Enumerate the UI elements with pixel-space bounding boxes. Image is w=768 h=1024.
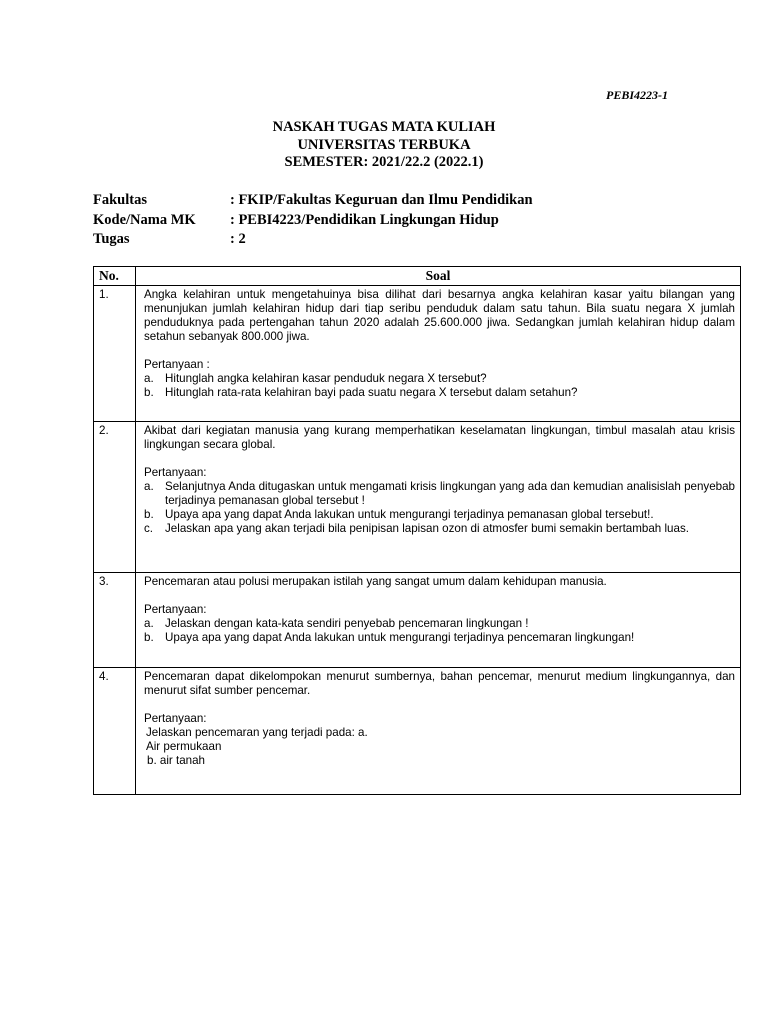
title-line: SEMESTER: 2021/22.2 (2022.1) [284, 154, 484, 170]
table-row [94, 286, 741, 422]
title-line: NASKAH TUGAS MATA KULIAH [272, 119, 496, 135]
option-letter: a. [144, 480, 154, 493]
info-label: Tugas [93, 231, 130, 247]
question-heading: Pertanyaan: [144, 603, 207, 616]
question-number: 2. [94, 422, 136, 573]
question-number: 3. [94, 573, 136, 668]
option-text: Jelaskan dengan kata-kata sendiri penyebab pencemaran lingkungan ! [165, 617, 529, 630]
course-code: PEBI4223-1 [606, 88, 669, 102]
question-intro: Angka kelahiran untuk mengetahuinya bisa dilihat dari besarnya angka kelahiran kasar yaitu bilangan yang menunjukan jumlah kelahiran hidup dari tiap seribu penduduk dalam satu tahun. Bila suatu negara X jumlah penduduknya pada pertengahan tahun 2020 adalah 25.600.000 jiwa. Sedangkan jumlah kelahiran hidup dalam setahun sebanyak 800.000 jiwa. [144, 288, 735, 343]
option-text: Hitunglah rata-rata kelahiran bayi pada suatu negara X tersebut dalam setahun? [165, 386, 578, 399]
table-row [94, 573, 741, 668]
table-header-row [94, 267, 741, 286]
column-header-soal: Soal [136, 267, 741, 286]
option-text: Upaya apa yang dapat Anda lakukan untuk mengurangi terjadinya pencemaran lingkungan! [165, 631, 635, 644]
option-text: Jelaskan apa yang akan terjadi bila penipisan lapisan ozon di atmosfer bumi semakin bertambah luas. [165, 522, 689, 535]
question-option [144, 631, 735, 645]
document-title [0, 119, 768, 172]
question-option [144, 372, 735, 386]
question-heading: Pertanyaan: [144, 712, 207, 725]
option-letter: b. [144, 386, 154, 399]
option-text: Selanjutnya Anda ditugaskan untuk mengamati krisis lingkungan yang ada dan kemudian analisislah penyebab terjadinya pemanasan global tersebut ! [165, 480, 735, 507]
question-option [144, 522, 735, 536]
question-intro: Pencemaran dapat dikelompokan menurut sumbernya, bahan pencemar, menurut medium lingkungannya, dan menurut sifat sumber pencemar. [144, 670, 735, 697]
info-value: : PEBI4223/Pendidikan Lingkungan Hidup [230, 211, 499, 228]
title-line: UNIVERSITAS TERBUKA [297, 136, 471, 153]
question-number: 1. [94, 286, 136, 422]
question-option [144, 386, 735, 400]
table-row [94, 668, 741, 795]
question-option [144, 617, 735, 631]
question-cell [136, 286, 741, 422]
info-value: : FKIP/Fakultas Keguruan dan Ilmu Pendidikan [230, 192, 533, 208]
questions-table [93, 266, 741, 795]
question-intro: Pencemaran atau polusi merupakan istilah yang sangat umum dalam kehidupan manusia. [144, 575, 607, 588]
info-row-fakultas [93, 191, 533, 211]
question-intro: Akibat dari kegiatan manusia yang kurang memperhatikan keselamatan lingkungan, timbul masalah atau krisis lingkungan secara global. [144, 424, 735, 451]
question-line: Jelaskan pencemaran yang terjadi pada: a. [146, 726, 368, 739]
option-letter: a. [144, 372, 154, 385]
question-cell [136, 668, 741, 795]
course-info [93, 191, 533, 250]
option-text: Hitunglah angka kelahiran kasar penduduk negara X tersebut? [165, 372, 487, 385]
question-line: Air permukaan [146, 740, 222, 753]
option-text: Upaya apa yang dapat Anda lakukan untuk mengurangi terjadinya pemanasan global tersebut!. [165, 508, 654, 521]
question-option [144, 480, 735, 508]
table-row [94, 422, 741, 573]
option-letter: b. [144, 631, 154, 644]
question-line: b. air tanah [147, 754, 206, 767]
question-cell [136, 422, 741, 573]
info-row-tugas [93, 230, 533, 250]
question-option [144, 508, 735, 522]
option-letter: b. [144, 508, 154, 521]
question-heading: Pertanyaan : [144, 358, 210, 371]
info-label: Kode/Nama MK [93, 211, 196, 228]
option-letter: c. [144, 522, 154, 535]
info-label: Fakultas [93, 192, 147, 208]
option-letter: a. [144, 617, 154, 630]
question-cell [136, 573, 741, 668]
info-row-kode [93, 211, 533, 231]
question-number: 4. [94, 668, 136, 795]
column-header-no: No. [94, 267, 136, 286]
info-value: : 2 [230, 231, 246, 247]
question-heading: Pertanyaan: [144, 466, 207, 479]
